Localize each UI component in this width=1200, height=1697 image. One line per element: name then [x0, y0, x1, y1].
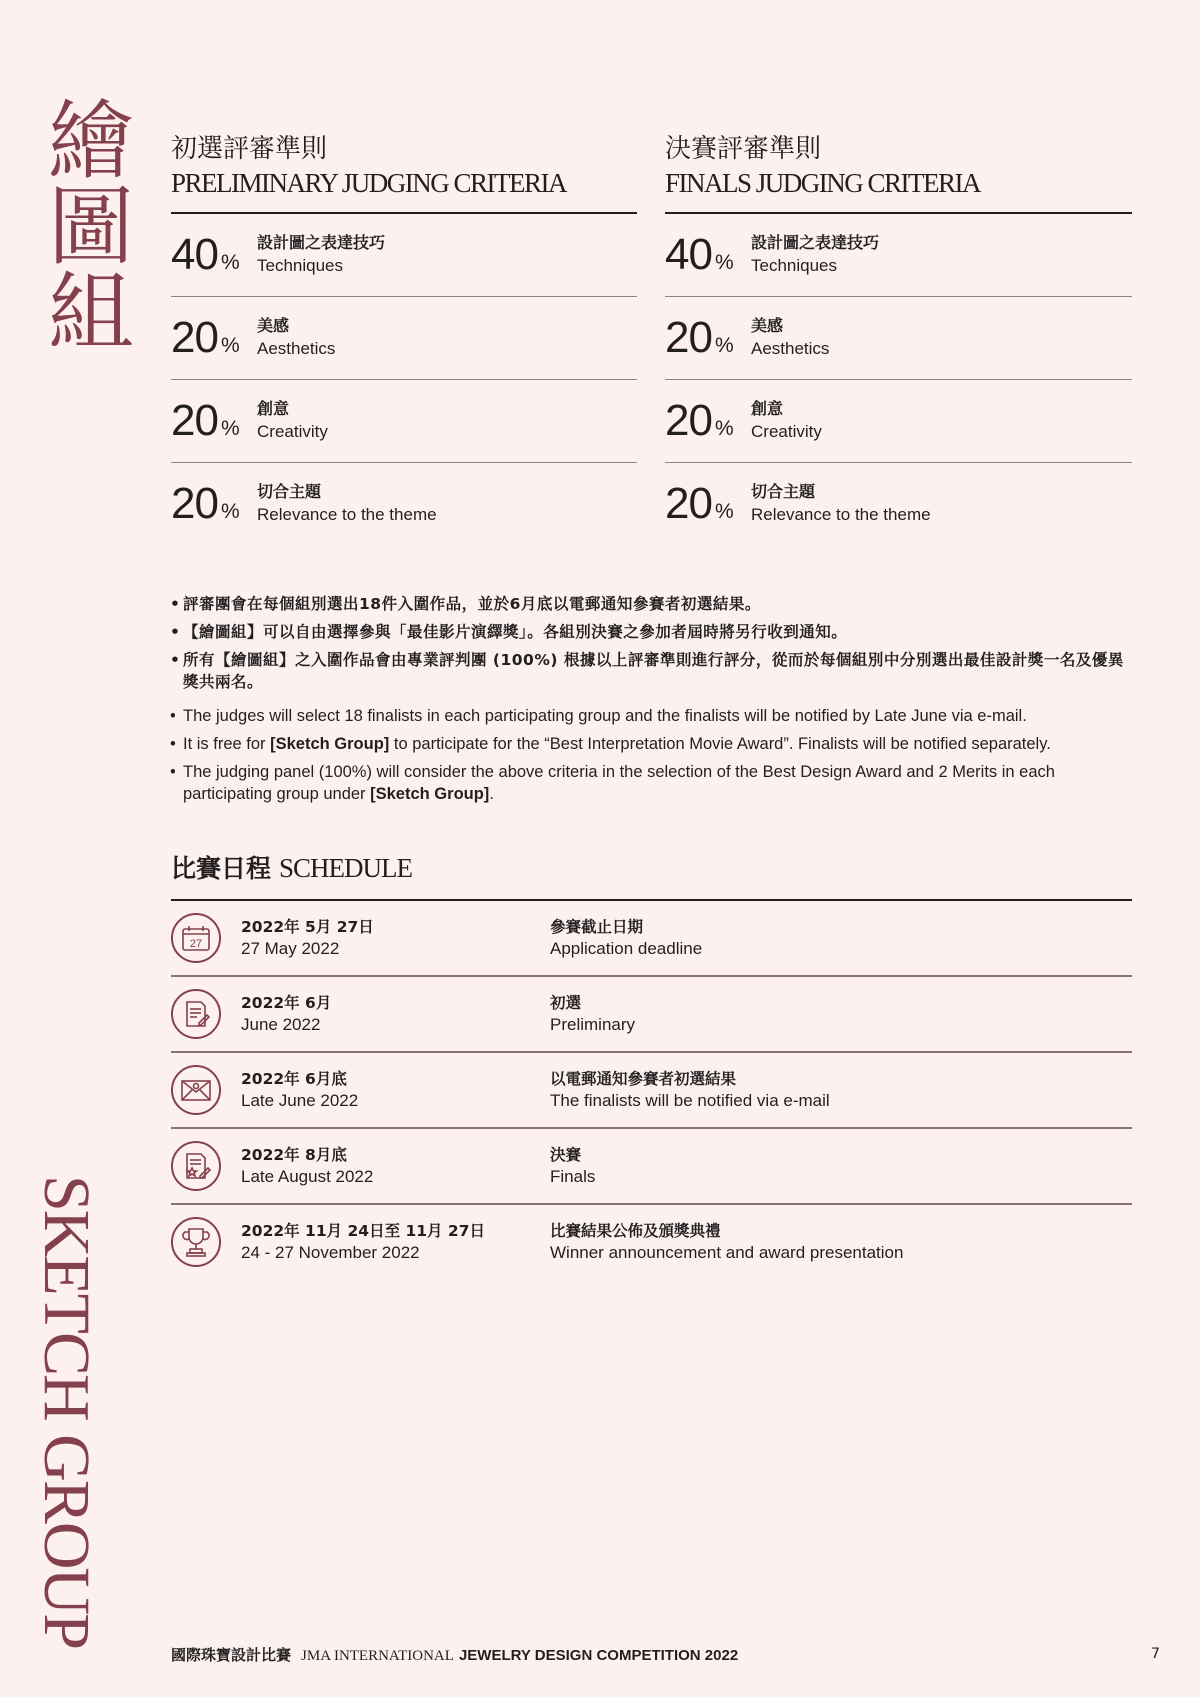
percent-sign: %: [220, 417, 240, 440]
schedule-desc-zh: 初選: [550, 994, 582, 1012]
schedule-date-zh: 2022年 5月 27日: [241, 918, 374, 936]
percentage-value: 20: [171, 396, 218, 445]
criteria-label-en: Aesthetics: [751, 339, 830, 358]
percent-sign: %: [714, 417, 734, 440]
notes-section: [171, 593, 1136, 811]
side-title-chinese: 繪圖組: [33, 95, 133, 353]
schedule-description: [550, 1220, 903, 1264]
note-item-zh: • 所有【繪圖組】之入圍作品會由專業評判團 (100%) 根據以上評審準則進行評分，從而於每個組別中分別選出最佳設計獎一名及優異獎共兩名。: [171, 649, 1136, 693]
schedule-desc-zh: 參賽截止日期: [550, 918, 644, 936]
preliminary-criteria-header: [171, 132, 637, 214]
criteria-label-en: Creativity: [257, 422, 328, 441]
schedule-title-zh: 比賽日程: [171, 854, 272, 883]
percentage-value: 20: [171, 313, 218, 362]
calendar-icon: [171, 913, 221, 963]
note-item-zh: • 評審團會在每個組別選出18件入圍作品，並於6月底以電郵通知參賽者初選結果。: [171, 593, 1136, 615]
notes-list-zh: [171, 593, 1136, 693]
schedule-title: [171, 853, 1132, 901]
preliminary-criteria: [171, 132, 637, 545]
note-text: It is free for: [183, 735, 271, 753]
schedule-desc-en: Winner announcement and award presentation: [550, 1243, 904, 1262]
schedule-title-en: SCHEDULE: [278, 853, 412, 883]
schedule-date: [241, 1220, 550, 1264]
criteria-row: [665, 297, 1132, 380]
finals-title-zh: 決賽評審準則: [665, 134, 822, 164]
envelope-icon: [171, 1065, 221, 1115]
percent-sign: %: [220, 500, 240, 523]
schedule-desc-zh: 比賽結果公佈及頒獎典禮: [550, 1222, 721, 1240]
schedule-row: [171, 1205, 1132, 1279]
schedule-description: [550, 1144, 595, 1188]
page-number: 7: [1151, 1646, 1160, 1662]
schedule-date-en: 27 May 2022: [241, 939, 340, 958]
preliminary-title-zh: 初選評審準則: [171, 134, 328, 164]
note-item-en: • The judges will select 18 finalists in each participating group and the finalists will be notified by Late June via e-mail.: [171, 705, 1136, 727]
percentage: [665, 479, 751, 529]
criteria-row: [171, 463, 637, 545]
schedule-desc-zh: 決賽: [550, 1146, 582, 1164]
percentage-value: 40: [665, 230, 712, 279]
notes-list-en: [171, 705, 1136, 805]
schedule-description: [550, 1068, 830, 1112]
schedule-desc-en: Preliminary: [550, 1015, 636, 1034]
schedule-row: [171, 1053, 1132, 1129]
criteria-label-zh: 創意: [751, 399, 784, 418]
criteria-label-en: Techniques: [257, 256, 344, 275]
schedule-date: [241, 1068, 550, 1112]
footer: [171, 1644, 738, 1665]
schedule-date-en: Late August 2022: [241, 1167, 374, 1186]
finals-criteria: [665, 132, 1132, 545]
percent-sign: %: [714, 500, 734, 523]
criteria-label-en: Creativity: [751, 422, 822, 441]
finals-title-en: FINALS JUDGING CRITERIA: [665, 168, 980, 198]
percentage: [171, 396, 257, 446]
schedule-date-zh: 2022年 11月 24日至 11月 27日: [241, 1222, 486, 1240]
schedule-date-en: June 2022: [241, 1015, 321, 1034]
footer-title-zh: 國際珠寶設計比賽: [171, 1646, 292, 1664]
criteria-row: [665, 214, 1132, 297]
criteria-label-zh: 設計圖之表達技巧: [751, 233, 880, 252]
document-star-icon: [171, 1141, 221, 1191]
preliminary-title-en: PRELIMINARY JUDGING CRITERIA: [171, 168, 566, 198]
schedule-desc-en: Application deadline: [550, 939, 703, 958]
document-edit-icon: [171, 989, 221, 1039]
criteria-row: [665, 463, 1132, 545]
schedule-date: [241, 992, 550, 1036]
note-emphasis: [Sketch Group]: [370, 785, 490, 803]
schedule-date-en: Late June 2022: [241, 1091, 359, 1110]
criteria-label-zh: 切合主題: [751, 482, 816, 501]
note-text: .: [489, 785, 494, 803]
criteria-label-zh: 美感: [257, 316, 290, 335]
schedule-description: [550, 916, 702, 960]
schedule-date: [241, 916, 550, 960]
criteria-label-zh: 美感: [751, 316, 784, 335]
criteria-row: [665, 380, 1132, 463]
schedule-date-zh: 2022年 6月底: [241, 1070, 347, 1088]
percentage: [171, 479, 257, 529]
criteria-label-zh: 創意: [257, 399, 290, 418]
criteria-row: [171, 297, 637, 380]
percentage-value: 20: [665, 396, 712, 445]
schedule-date: [241, 1144, 550, 1188]
percentage-value: 20: [171, 479, 218, 528]
criteria-label-en: Relevance to the theme: [751, 505, 931, 524]
schedule-section: [171, 853, 1132, 1279]
criteria-label-en: Aesthetics: [257, 339, 336, 358]
percentage-value: 40: [171, 230, 218, 279]
criteria-label-en: Relevance to the theme: [257, 505, 437, 524]
percentage: [665, 396, 751, 446]
footer-event: JEWELRY DESIGN COMPETITION 2022: [458, 1647, 739, 1664]
note-emphasis: [Sketch Group]: [270, 735, 390, 753]
criteria-label-en: Techniques: [751, 256, 838, 275]
schedule-desc-zh: 以電郵通知參賽者初選結果: [550, 1070, 737, 1088]
criteria-row: [171, 380, 637, 463]
percentage: [171, 313, 257, 363]
schedule-desc-en: Finals: [550, 1167, 596, 1186]
percent-sign: %: [714, 334, 734, 357]
note-text: to participate for the “Best Interpretation Movie Award”. Finalists will be notified separately.: [389, 735, 1051, 753]
criteria-label-zh: 設計圖之表達技巧: [257, 233, 386, 252]
schedule-description: [550, 992, 635, 1036]
schedule-date-zh: 2022年 6月: [241, 994, 332, 1012]
schedule-row: [171, 901, 1132, 977]
criteria-row: [171, 214, 637, 297]
finals-criteria-header: [665, 132, 1132, 214]
schedule-row: [171, 977, 1132, 1053]
note-item-zh: • 【繪圖組】可以自由選擇參與「最佳影片演繹獎」。各組別決賽之參加者屆時將另行收到通知。: [171, 621, 1136, 643]
percentage: [171, 230, 257, 280]
note-item-en: [171, 733, 1136, 755]
note-item-en: [171, 761, 1136, 805]
note-text: The judging panel (100%) will consider the above criteria in the selection of the Best Design Award and 2 Merits in each participating group under: [183, 763, 1055, 803]
footer-org: JMA INTERNATIONAL: [301, 1648, 454, 1664]
calendar-day-text: 27: [189, 938, 203, 950]
percentage-value: 20: [665, 479, 712, 528]
percent-sign: %: [220, 251, 240, 274]
schedule-desc-en: The finalists will be notified via e-mail: [550, 1091, 830, 1110]
side-title-english: SKETCH GROUP: [30, 1175, 103, 1648]
percentage: [665, 313, 751, 363]
schedule-row: [171, 1129, 1132, 1205]
percent-sign: %: [714, 251, 734, 274]
percentage: [665, 230, 751, 280]
percentage-value: 20: [665, 313, 712, 362]
schedule-date-en: 24 - 27 November 2022: [241, 1243, 420, 1262]
criteria-label-zh: 切合主題: [257, 482, 322, 501]
trophy-icon: [171, 1217, 221, 1267]
schedule-date-zh: 2022年 8月底: [241, 1146, 347, 1164]
percent-sign: %: [220, 334, 240, 357]
